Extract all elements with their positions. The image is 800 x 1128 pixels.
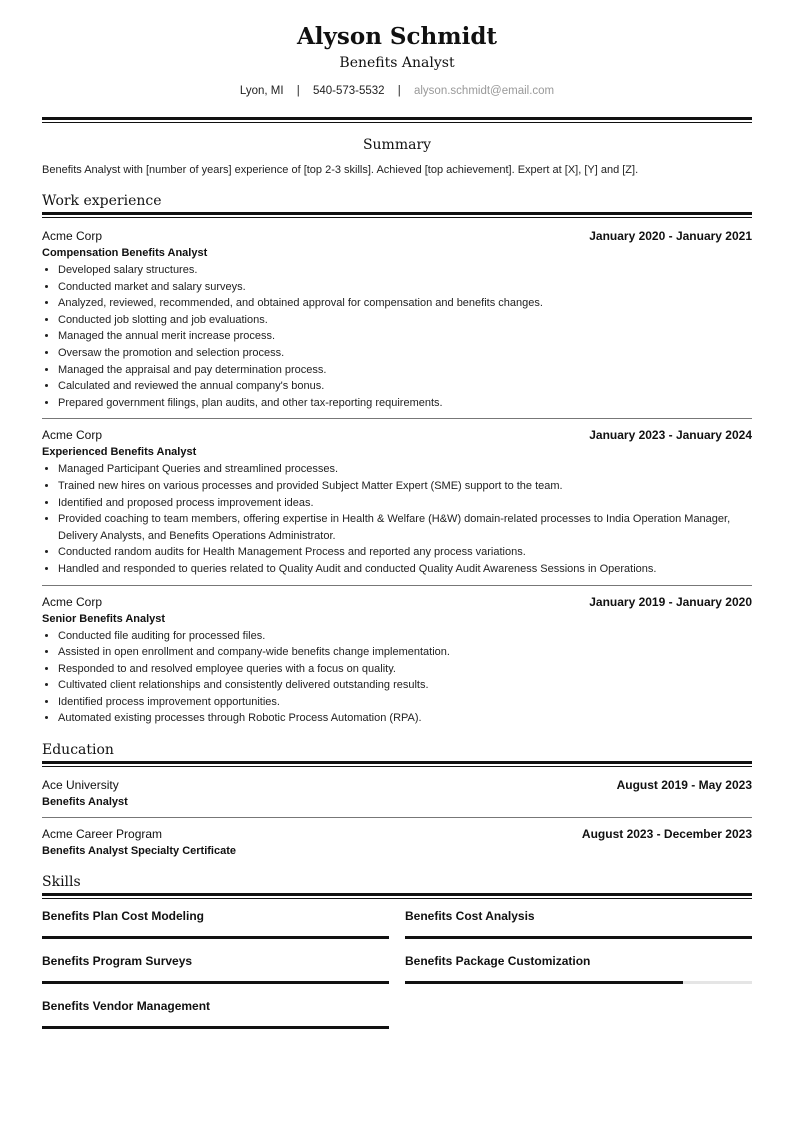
summary-text: Benefits Analyst with [number of years] experience of [top 2-3 skills]. Achieved [top achievement]. Expert at [X], [Y] and [Z]. [42, 164, 639, 176]
entry-dates: January 2019 - January 2020 [589, 594, 752, 609]
bullet-item: • Conducted job slotting and job evaluations. [58, 312, 752, 329]
section-divider-thin [42, 898, 752, 899]
entry-dates: January 2023 - January 2024 [589, 428, 752, 443]
bullet-item: • Responded to and resolved employee queries with a focus on quality. [58, 661, 752, 678]
company-name: Acme Corp [42, 428, 103, 443]
skill-level-fill [42, 1026, 389, 1029]
bullet-list [42, 461, 752, 577]
bullet-item: • Handled and responded to queries related to Quality Audit and conducted Quality Audit Awareness Sessions in Operations. [58, 561, 752, 578]
bullet-item: • Prepared government filings, plan audits, and other tax-reporting requirements. [58, 395, 752, 412]
degree-name: Benefits Analyst [42, 796, 128, 809]
bullet-item: • Identified process improvement opportunities. [58, 694, 752, 711]
summary-heading: Summary [362, 137, 432, 153]
header-divider-thin [42, 122, 752, 123]
header-divider [42, 117, 752, 120]
contact-separator: | [397, 85, 401, 97]
job-role: Experienced Benefits Analyst [42, 446, 197, 459]
skill-name: Benefits Package Customization [405, 954, 591, 969]
contact-location: Lyon, MI [239, 85, 284, 97]
skills-grid [42, 908, 752, 1043]
resume-page [42, 22, 752, 1043]
bullet-item: • Calculated and reviewed the annual company's bonus. [58, 378, 752, 395]
entry-header [42, 777, 752, 793]
contact-phone: 540-573-5532 [312, 85, 385, 97]
bullet-list [42, 262, 752, 411]
section-divider-thin [42, 766, 752, 767]
entry-header [42, 228, 752, 244]
skill-level-bar [42, 936, 389, 939]
work-section [42, 192, 752, 727]
bullet-item: • Provided coaching to team members, offering expertise in Health & Welfare (H&W) domain-related processes to India Operation Manager, Delivery Analysts, and Benefits Operations Administrator. [58, 511, 752, 544]
bullet-item: • Oversaw the promotion and selection process. [58, 345, 752, 362]
education-entries [42, 777, 752, 859]
contact-line [42, 83, 752, 99]
candidate-name: Alyson Schmidt [296, 23, 498, 50]
skill-level-fill [405, 936, 752, 939]
work-entry [42, 594, 752, 728]
resume-header [42, 22, 752, 123]
skill-name: Benefits Vendor Management [42, 999, 211, 1014]
work-entry [42, 228, 752, 411]
entry-divider [42, 585, 752, 586]
entry-divider [42, 418, 752, 419]
bullet-item: • Identified and proposed process improvement ideas. [58, 495, 752, 512]
bullet-list [42, 628, 752, 728]
bullet-item: • Managed Participant Queries and streamlined processes. [58, 461, 752, 478]
education-heading: Education [42, 742, 114, 759]
section-divider-thin [42, 217, 752, 218]
skill-item [42, 998, 389, 1029]
skill-name: Benefits Cost Analysis [405, 909, 535, 924]
education-entry [42, 826, 752, 859]
contact-email[interactable]: alyson.schmidt@email.com [413, 85, 555, 97]
bullet-item: • Managed the appraisal and pay determination process. [58, 362, 752, 379]
entry-dates: January 2020 - January 2021 [589, 229, 752, 243]
skill-level-fill [405, 981, 683, 984]
work-heading: Work experience [42, 193, 162, 209]
skill-item [405, 953, 752, 984]
work-entry [42, 427, 752, 577]
bullet-item: • Conducted random audits for Health Management Process and reported any process variations. [58, 544, 752, 561]
education-section [42, 741, 752, 859]
entry-header [42, 427, 752, 443]
school-name: Ace University [42, 778, 119, 793]
entry-header [42, 826, 752, 842]
skill-level-bar [42, 1026, 389, 1029]
degree-name: Benefits Analyst Specialty Certificate [42, 845, 236, 858]
entry-dates: August 2023 - December 2023 [581, 827, 752, 842]
skill-level-bar [405, 981, 752, 984]
bullet-item: • Conducted file auditing for processed files. [58, 628, 752, 645]
section-divider [42, 761, 752, 764]
entry-dates: August 2019 - May 2023 [616, 778, 752, 793]
bullet-item: • Conducted market and salary surveys. [58, 279, 752, 296]
education-entry [42, 777, 752, 810]
bullet-item: • Assisted in open enrollment and company-wide benefits change implementation. [58, 644, 752, 661]
school-name: Acme Career Program [42, 827, 163, 842]
contact-separator: | [296, 85, 300, 97]
skill-level-fill [42, 936, 389, 939]
skills-section [42, 873, 752, 1043]
section-divider [42, 212, 752, 215]
skill-level-bar [405, 936, 752, 939]
section-divider [42, 893, 752, 896]
candidate-title: Benefits Analyst [339, 55, 455, 71]
bullet-item: • Developed salary structures. [58, 262, 752, 279]
bullet-item: • Trained new hires on various processes and provided Subject Matter Expert (SME) support to the team. [58, 478, 752, 495]
skill-name: Benefits Program Surveys [42, 954, 193, 969]
bullet-item: • Automated existing processes through Robotic Process Automation (RPA). [58, 710, 752, 727]
bullet-item: • Managed the annual merit increase process. [58, 328, 752, 345]
job-role: Senior Benefits Analyst [42, 612, 166, 625]
bullet-item: • Cultivated client relationships and consistently delivered outstanding results. [58, 677, 752, 694]
skill-level-fill [42, 981, 389, 984]
entry-divider [42, 817, 752, 818]
company-name: Acme Corp [42, 594, 103, 609]
summary-section [42, 136, 752, 178]
company-name: Acme Corp [42, 229, 103, 243]
job-role: Compensation Benefits Analyst [42, 247, 208, 259]
skill-level-bar [42, 981, 389, 984]
skills-heading: Skills [42, 874, 81, 891]
skill-name: Benefits Plan Cost Modeling [42, 909, 205, 924]
skill-item [42, 908, 389, 939]
skill-item [405, 908, 752, 939]
entry-header [42, 594, 752, 610]
bullet-item: • Analyzed, reviewed, recommended, and obtained approval for compensation and benefits changes. [58, 295, 752, 312]
work-entries [42, 228, 752, 727]
skill-item [42, 953, 389, 984]
